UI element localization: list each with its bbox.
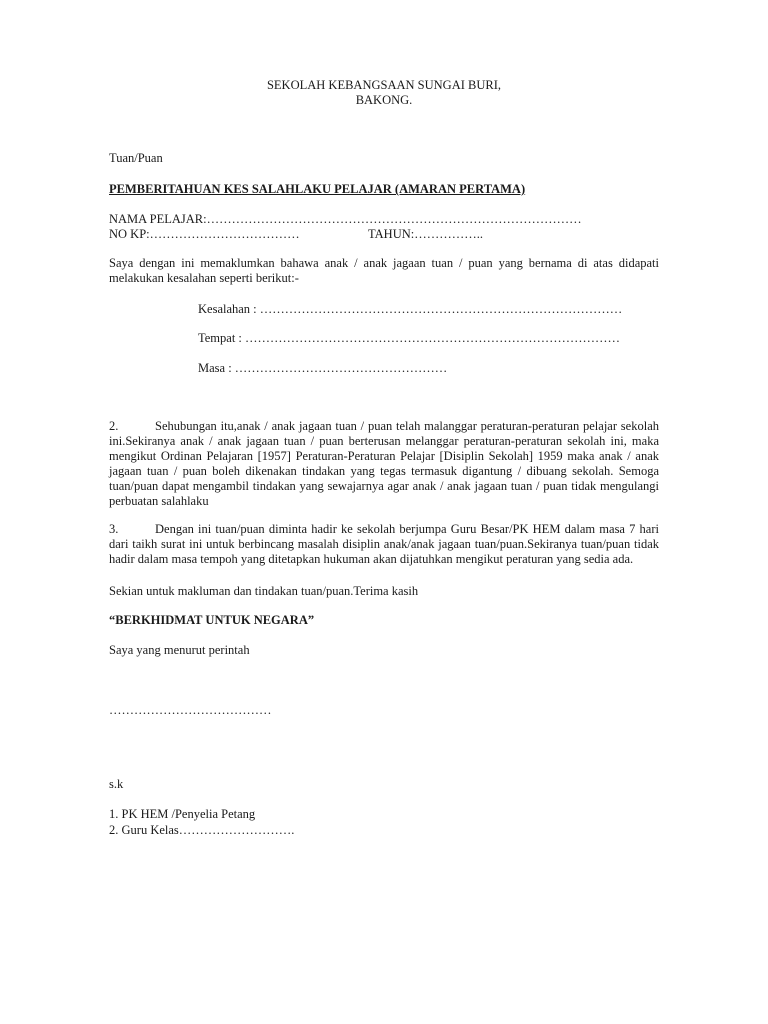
salutation: Tuan/Puan [109, 151, 163, 165]
field-tempat: Tempat : ……………………………………………………………………………… [198, 331, 621, 345]
intro-line-2: melakukan kesalahan seperti berikut:- [109, 271, 299, 285]
paragraph-3-line: 3. Dengan ini tuan/puan diminta hadir ke sekolah berjumpa Guru Besar/PK HEM dalam masa 7 hari [109, 522, 659, 536]
paragraph-3-line: hadir dalam masa tempoh yang ditetapkan hukuman akan dijatuhkan mengikut peraturan yang sedia ada. [109, 552, 634, 566]
intro-line-1: Saya dengan ini memaklumkan bahawa anak / anak jagaan tuan / puan yang bernama di atas didapati [109, 256, 659, 270]
paragraph-3-line: dari taikh surat ini untuk berbincang masalah disiplin anak/anak jagaan tuan/puan.Sekiranya tuan/puan tidak [109, 537, 659, 551]
paragraph-2-line: 2. Sehubungan itu,anak / anak jagaan tuan / puan telah malanggar peraturan-peraturan pelajar sekolah [109, 419, 659, 433]
paragraph-2-line: perbuatan salahlaku [109, 494, 209, 508]
school-location: BAKONG. [355, 93, 413, 107]
closing-line: Sekian untuk makluman dan tindakan tuan/puan.Terima kasih [109, 584, 419, 598]
paragraph-2 [109, 419, 659, 509]
sk-item: 1. PK HEM /Penyelia Petang [109, 807, 256, 821]
paragraph-2-line: mengikut Ordinan Pelajaran [1957] Peraturan-Peraturan Pelajar [Disiplin Sekolah] 1959 maka anak / anak [109, 449, 659, 463]
paragraph-3-number: 3. [109, 522, 119, 536]
signature-line: ………………………………… [109, 703, 272, 717]
motto: “BERKHIDMAT UNTUK NEGARA” [109, 613, 315, 627]
paragraph-2-number: 2. [109, 419, 119, 433]
paragraph-2-line: tuan/puan dapat mengambil tindakan yang sewajarnya agar anak / anak jagaan tuan / puan tidak mengulangi [109, 479, 659, 493]
field-tahun: TAHUN:…………….. [368, 227, 483, 241]
field-no-kp: NO KP:……………………………… [109, 227, 300, 241]
paragraph-2-line: ini.Sekiranya anak / anak jagaan tuan / puan berterusan melanggar peraturan-peraturan sekolah ini, maka [109, 434, 659, 448]
letter-subject: PEMBERITAHUAN KES SALAHLAKU PELAJAR (AMARAN PERTAMA) [109, 182, 526, 196]
field-nama-pelajar: NAMA PELAJAR:……………………………………………………………………………… [109, 212, 582, 226]
field-kesalahan: Kesalahan : …………………………………………………………………………… [198, 302, 623, 316]
field-masa: Masa : …………………………………………… [198, 361, 448, 375]
paragraph-2-line: jagaan tuan / puan boleh dikenakan tindakan yang tegas termasuk digantung / dibuang sekolah. Semoga [109, 464, 659, 478]
sk-item: 2. Guru Kelas………………………. [109, 823, 295, 837]
sk-label: s.k [109, 777, 124, 791]
school-name: SEKOLAH KEBANGSAAN SUNGAI BURI, [266, 78, 502, 92]
intro-paragraph [109, 256, 659, 286]
paragraph-3 [109, 522, 659, 567]
sign-off: Saya yang menurut perintah [109, 643, 250, 657]
